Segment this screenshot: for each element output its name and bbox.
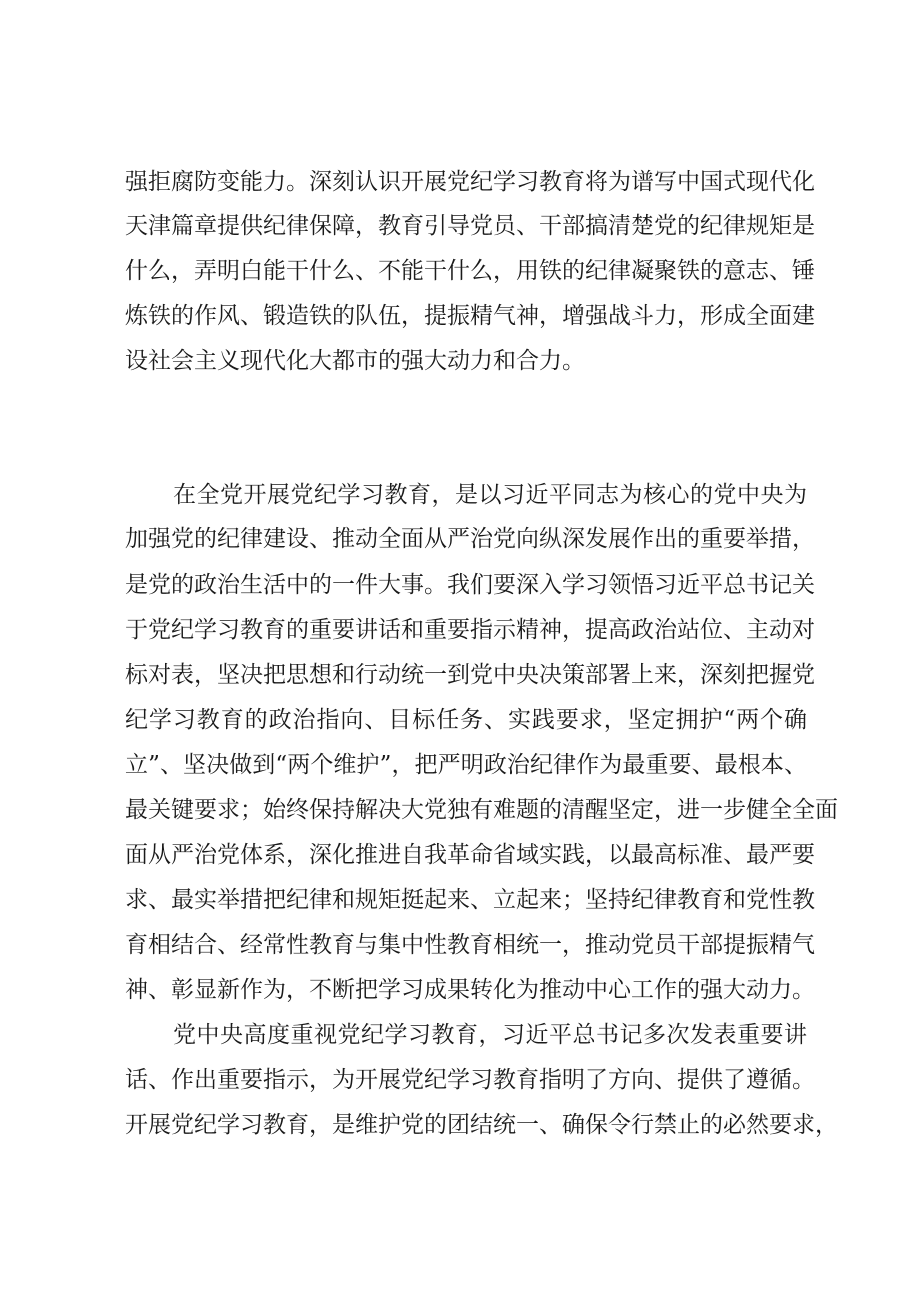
text-line: 是党的政治生活中的一件大事。我们要深入学习领悟习近平总书记关 xyxy=(125,572,815,598)
paragraph-first-line: 在全党开展党纪学习教育，是以习近平同志为核心的党中央为 xyxy=(173,482,807,508)
text-line: 标对表，坚决把思想和行动统一到党中央决策部署上来，深刻把握党 xyxy=(125,662,815,688)
text-line: 纪学习教育的政治指向、目标任务、实践要求，坚定拥护“两个确 xyxy=(125,707,807,733)
text-line: 强拒腐防变能力。深刻认识开展党纪学习教育将为谱写中国式现代化 xyxy=(125,169,815,195)
text-line: 面从严治党体系，深化推进自我革命省域实践，以最高标准、最严要 xyxy=(125,842,815,868)
paragraph-first-line: 党中央高度重视党纪学习教育，习近平总书记多次发表重要讲 xyxy=(173,1022,807,1048)
text-line: 加强党的纪律建设、推动全面从严治党向纵深发展作出的重要举措， xyxy=(125,526,815,552)
text-line: 天津篇章提供纪律保障，教育引导党员、干部搞清楚党的纪律规矩是 xyxy=(125,213,815,239)
text-line: 立”、坚决做到“两个维护”，把严明政治纪律作为最重要、最根本、 xyxy=(125,752,807,778)
text-line: 开展党纪学习教育，是维护党的团结统一、确保令行禁止的必然要求， xyxy=(125,1112,838,1138)
text-line: 什么，弄明白能干什么、不能干什么，用铁的纪律凝聚铁的意志、锤 xyxy=(125,258,815,284)
text-line: 设社会主义现代化大都市的强大动力和合力。 xyxy=(125,348,585,374)
text-line: 神、彰显新作为，不断把学习成果转化为推动中心工作的强大动力。 xyxy=(125,977,815,1003)
text-line: 于党纪学习教育的重要讲话和重要指示精神，提高政治站位、主动对 xyxy=(125,617,815,643)
text-line: 话、作出重要指示，为开展党纪学习教育指明了方向、提供了遵循。 xyxy=(125,1067,815,1093)
text-line: 求、最实举措把纪律和规矩挺起来、立起来；坚持纪律教育和党性教 xyxy=(125,887,815,913)
text-line: 育相结合、经常性教育与集中性教育相统一，推动党员干部提振精气 xyxy=(125,932,815,958)
text-line: 炼铁的作风、锻造铁的队伍，提振精气神，增强战斗力，形成全面建 xyxy=(125,303,815,329)
text-line: 最关键要求；始终保持解决大党独有难题的清醒坚定，进一步健全全面 xyxy=(125,797,838,823)
